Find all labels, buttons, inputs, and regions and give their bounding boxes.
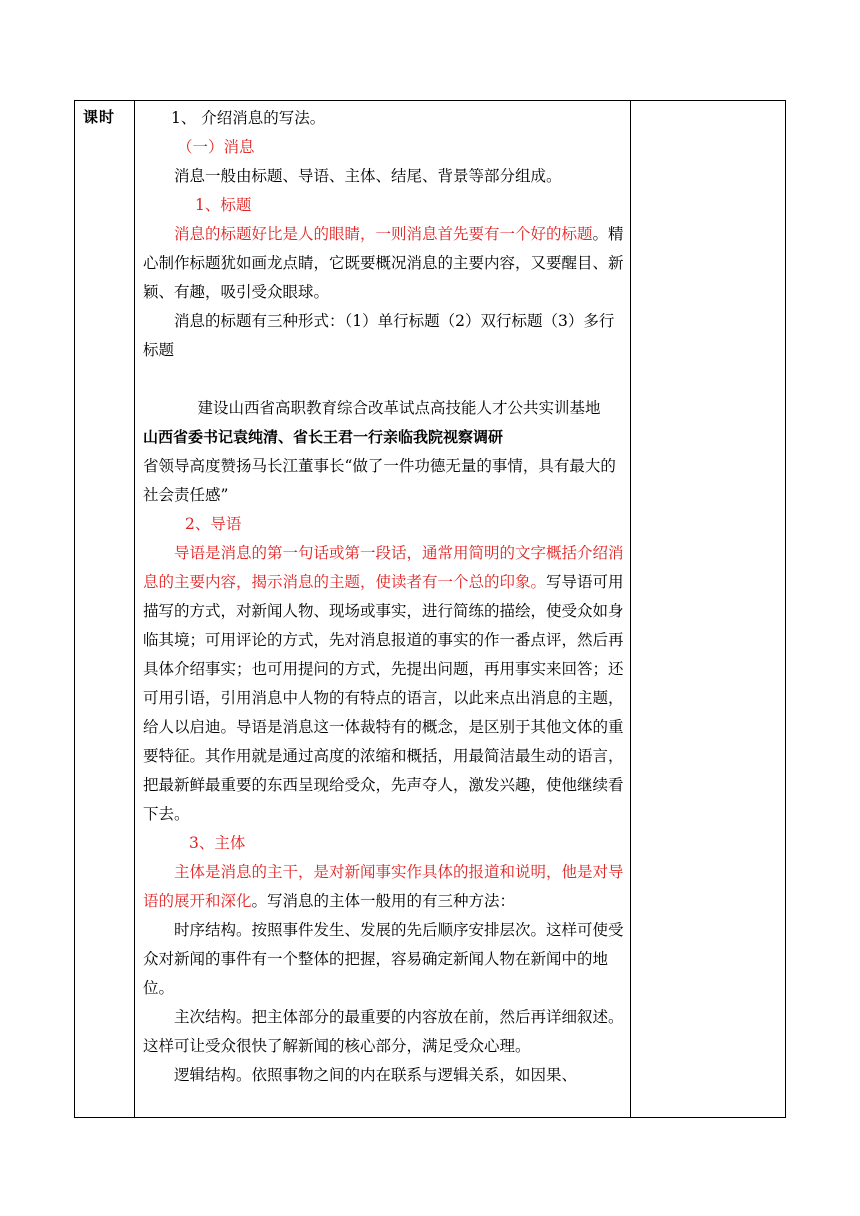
highlight-text: 导语是消息的第一句话或第一段话，通常用简明的文字概括介绍消息的主要内容，揭示消息的主题，使读者有一个总的印象。 [143,544,624,591]
lesson-table [74,100,786,1118]
paragraph: 主次结构。把主体部分的最重要的内容放在前，然后再详细叙述。这样可让受众很快了解新闻的核心部分，满足受众心理。 [143,1008,624,1055]
paragraph [143,539,627,829]
content-cell [143,104,627,1090]
column-divider [630,101,631,1117]
subheading-body: 3、主体 [189,834,246,852]
blank-line [143,365,627,394]
example-headline-top: 建设山西省高职教育综合改革试点高技能人才公共实训基地 [197,399,601,417]
subheading-lead: 2、导语 [185,515,242,533]
body-text: 。精心制作标题犹如画龙点睛，它既要概况消息的主要内容，又要醒目、新颖、有趣，吸引受众眼球。 [143,225,624,301]
column-divider [134,101,135,1117]
highlight-text: 主体是消息的主干，是对新闻事实作具体的报道和说明，他是对导语的展开和深化 [143,863,624,910]
subheading-title: 1、标题 [195,196,252,214]
paragraph: 逻辑结构。依照事物之间的内在联系与逻辑关系，如因果、 [174,1066,578,1084]
paragraph: 消息一般由标题、导语、主体、结尾、背景等部分组成。 [174,167,562,185]
paragraph: 时序结构。按照事件发生、发展的先后顺序安排层次。这样可使受众对新闻的事件有一个整体的把握，容易确定新闻人物在新闻中的地位。 [143,921,624,997]
body-text: 写导语可用描写的方式，对新闻人物、现场或事实，进行简练的描绘，使受众如身临其境；可用评论的方式，先对消息报道的事实的作一番点评，然后再具体介绍事实；也可用提问的方式，先提出问题，再用事实来回答；还可用引语，引用消息中人物的有特点的语言，以此来点出消息的主题，给人以启迪。导语是消息这一体裁特有的概念，是区别于其他文体的重要特征。其作用就是通过高度的浓缩和概括，用最简洁最生动的语言，把最新鲜最重要的东西呈现给受众，先声夺人，激发兴趣，使他继续看下去。 [143,573,624,823]
body-text: 。写消息的主体一般用的有三种方法： [251,892,516,910]
item-heading: 1、 介绍消息的写法。 [171,109,326,127]
row-label: 课时 [83,108,116,126]
section-heading: （一）消息 [177,138,255,156]
highlight-text: 消息的标题好比是人的眼睛，一则消息首先要有一个好的标题 [174,225,593,243]
paragraph: 消息的标题有三种形式：（1）单行标题（2）双行标题（3）多行标题 [143,312,615,359]
example-headline-sub: 省领导高度赞扬马长江董事长“做了一件功德无量的事情，具有最大的社会责任感” [143,457,616,504]
paragraph [143,220,627,307]
example-headline-main: 山西省委书记袁纯清、省长王君一行亲临我院视察调研 [143,428,504,446]
paragraph [143,858,627,916]
